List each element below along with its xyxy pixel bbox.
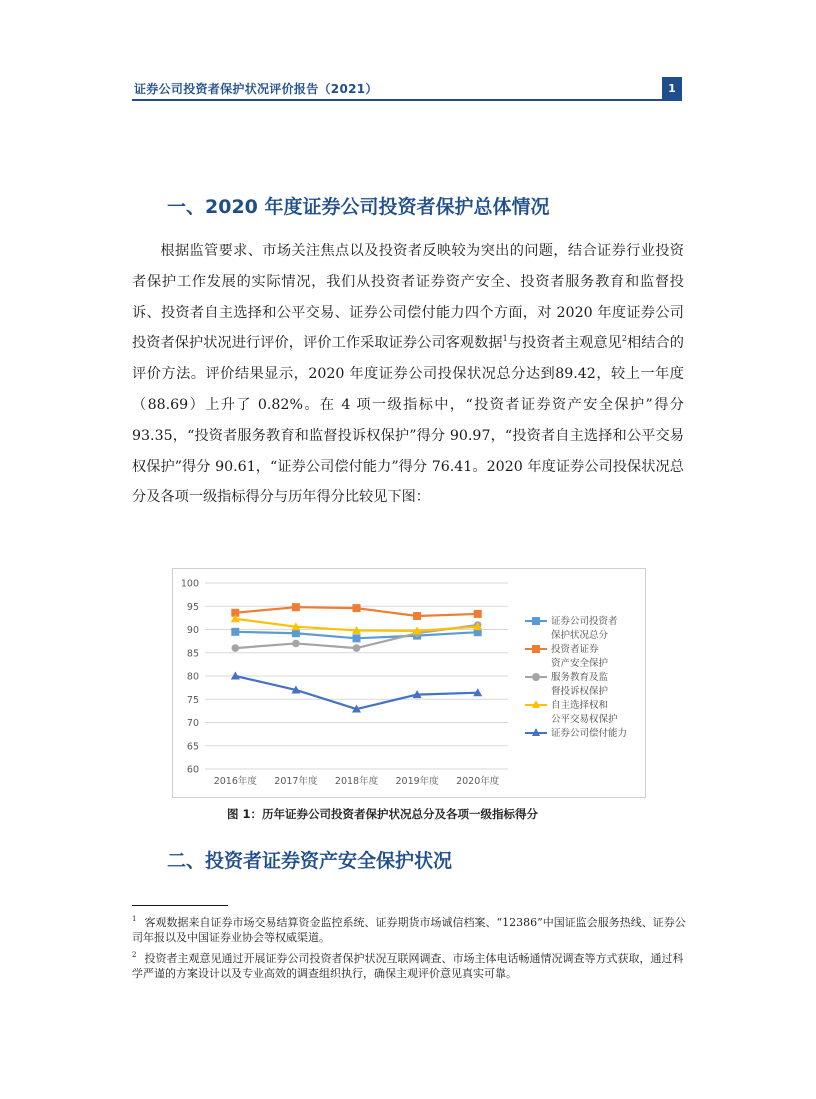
- data-point: [353, 644, 361, 652]
- footnote-mark: 1: [132, 915, 137, 923]
- y-tick-label: 95: [186, 601, 199, 613]
- paragraph-text-a: 根据监管要求、市场关注焦点以及投资者反映较为突出的问题，结合证券行业投资者保护工作发展的实际情况，我们从投资者证券资产安全、投资者服务教育和监督投诉、投资者自主选择和公平交易、证券公司偿付能力四个方面，对 2020 年度证券公司投资者保护状况进行评价，评价工作采取证券公司客观数据: [132, 243, 684, 352]
- x-tick-label: 2017年度: [274, 776, 318, 787]
- y-tick-label: 60: [186, 764, 199, 776]
- footnote-ref-2[interactable]: 2: [621, 334, 627, 344]
- footnote-2: [132, 948, 688, 981]
- series-line: [235, 676, 477, 709]
- footnotes: [132, 912, 688, 984]
- legend-item: [525, 699, 643, 727]
- score-line-chart: [172, 568, 646, 798]
- data-point: [231, 628, 239, 636]
- footnote-text: 客观数据来自证券市场交易结算资金监控系统、证券期货市场诚信档案、“12386”中国证监会服务热线、证券公司年报以及中国证券业协会等权威渠道。: [132, 916, 686, 944]
- paragraph-text-b: 与投资者主观意见: [507, 335, 622, 352]
- footnote-rule: [132, 905, 228, 906]
- x-tick-label: 2016年度: [213, 776, 257, 787]
- legend-item: [525, 671, 643, 699]
- legend-label: 证券公司偿付能力: [551, 728, 628, 739]
- data-point: [353, 634, 361, 642]
- data-point: [474, 610, 482, 618]
- y-tick-label: 70: [186, 718, 199, 729]
- legend-item: [525, 643, 643, 671]
- legend-label: 自主选择权和: [551, 700, 609, 711]
- data-point: [292, 640, 300, 648]
- legend-label: 督投诉权保护: [551, 686, 609, 697]
- x-tick-label: 2020年度: [456, 776, 500, 787]
- y-tick-label: 100: [180, 578, 199, 590]
- legend-marker: [532, 700, 540, 708]
- footnote-ref-1[interactable]: 1: [502, 334, 508, 344]
- y-tick-label: 85: [186, 648, 199, 660]
- legend-label: 公平交易权保护: [551, 714, 618, 725]
- legend-label: 资产安全保护: [551, 658, 609, 669]
- footnote-1: [132, 912, 688, 945]
- legend-marker: [532, 673, 540, 681]
- section-1-paragraph: [132, 236, 684, 513]
- legend-label: 保护状况总分: [551, 630, 609, 641]
- data-point: [292, 629, 300, 637]
- y-tick-label: 80: [186, 671, 199, 683]
- legend-item: [525, 727, 643, 741]
- page-number-badge: 1: [662, 77, 682, 101]
- legend-marker: [532, 617, 540, 625]
- x-tick-label: 2019年度: [395, 776, 439, 787]
- data-point: [413, 612, 421, 620]
- x-tick-label: 2018年度: [334, 776, 379, 787]
- header-rule: [132, 99, 662, 101]
- y-tick-label: 90: [186, 625, 199, 636]
- section-2-heading: 二、投资者证券资产安全保护状况: [167, 850, 453, 872]
- data-point: [292, 603, 300, 611]
- legend-label: 服务教育及监: [551, 672, 609, 683]
- chart-legend: [525, 615, 643, 741]
- legend-label: 证券公司投资者: [551, 616, 618, 627]
- legend-item: [525, 615, 643, 643]
- data-point: [232, 644, 240, 652]
- legend-marker: [532, 728, 540, 736]
- figure-caption: 图 1：历年证券公司投资者保护状况总分及各项一级指标得分: [227, 807, 539, 821]
- data-point: [353, 604, 361, 612]
- legend-label: 投资者证券: [551, 644, 599, 655]
- y-tick-label: 75: [186, 694, 199, 706]
- footnote-mark: 2: [132, 951, 137, 959]
- section-1-heading: 一、2020 年度证券公司投资者保护总体情况: [167, 196, 550, 218]
- legend-marker: [532, 645, 540, 653]
- footnote-text: 投资者主观意见通过开展证券公司投资者保护状况互联网调查、市场主体电话畅通情况调查等方式获取，通过科学严谨的方案设计以及专业高效的调查组织执行，确保主观评价意见真实可靠。: [132, 952, 684, 980]
- paragraph-text-c: 相结合的评价方法。评价结果显示，2020 年度证券公司投保状况总分达到89.42，较上一年度（88.69）上升了 0.82%。在 4 项一级指标中，“投资者证券资产安全保护”得分 93.35，“投资者服务教育和监督投诉权保护”得分 90.97，“投资者自主选择和公平交易权保护”得分 90.61，“证券公司偿付能力”得分 76.41。2020 年度证券公司投保状况总分及各项一级指标得分与历年得分比较见下图：: [132, 335, 684, 506]
- report-header-title: 证券公司投资者保护状况评价报告（2021）: [134, 82, 378, 96]
- y-tick-label: 65: [186, 741, 199, 753]
